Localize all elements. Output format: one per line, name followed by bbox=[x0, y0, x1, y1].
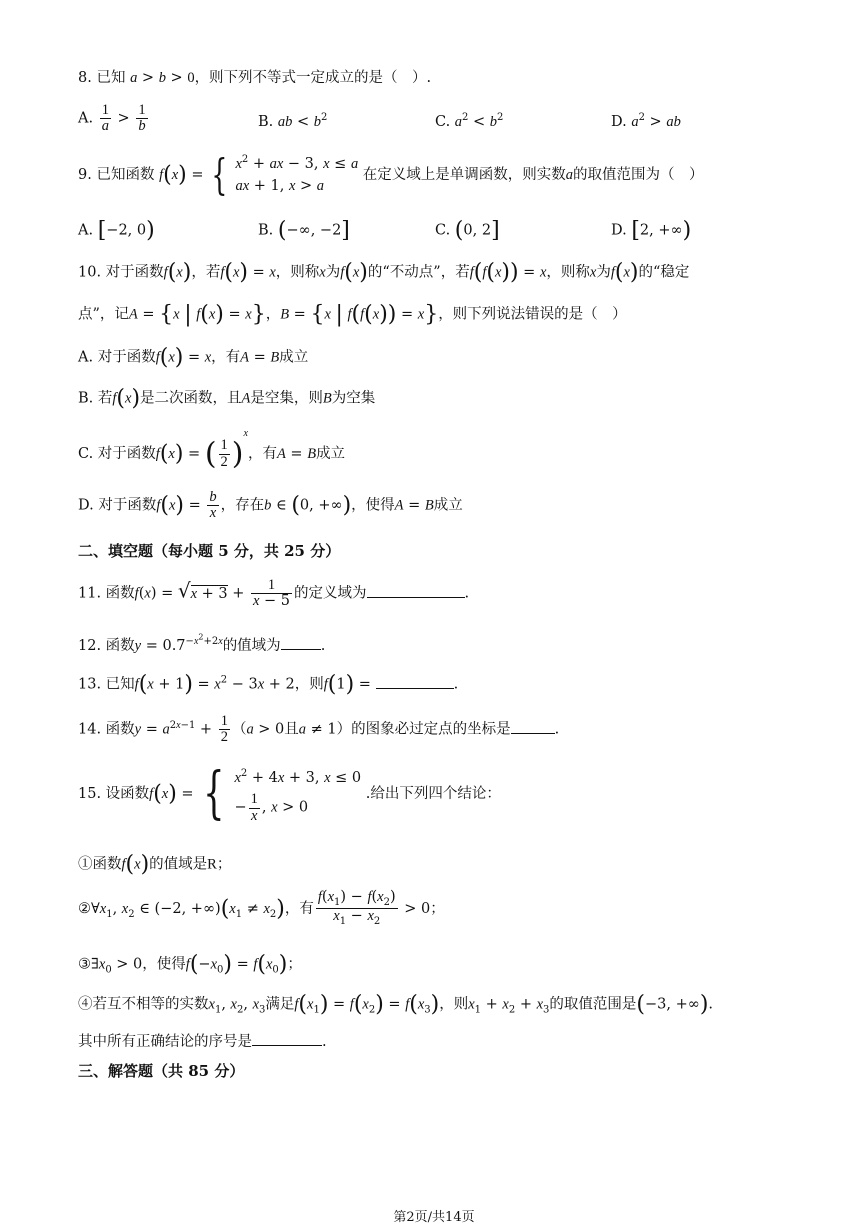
q15-final-line: 其中所有正确结论的序号是 . bbox=[78, 1034, 327, 1050]
q15-statement-2: $②\forall x_1$, $x_2$ ∈ (−2, $+\infty)(x_1 \ne x_2)$，有 $\frac{f(x_1) - f(x_2)}{x_1 - x_2}$ > 0； bbox=[78, 889, 445, 928]
q11: 11. 函数f(x) = √x + 3 + $\frac{1}{x - 5}$ 的定义域为 . bbox=[78, 577, 470, 610]
q8-option-b: B. ab < $b^2$ bbox=[258, 112, 328, 130]
q10-option-b: B. 若f(x)是二次函数，且A是空集，则B为空集 bbox=[78, 386, 376, 411]
section-3-heading: 三、解答题（共 85 分） bbox=[78, 1062, 245, 1080]
page-footer: 第2页/共14页 bbox=[393, 1210, 475, 1225]
section-2-heading: 二、填空题（每小题 5 分，共 25 分） bbox=[78, 542, 341, 560]
q9-option-c: C. (0, 2] bbox=[435, 218, 500, 243]
q9-option-d: D. [2, +∞) bbox=[611, 218, 692, 243]
q15-statement-3: $③\exists x_0 > 0$，使得$f(-x_0) = f(x_0)$； bbox=[78, 952, 302, 977]
q13: 13. 已知$f(x + 1) = x^2 - 3x + 2$，则f(1) = . bbox=[78, 672, 459, 697]
q15-stem: 15. 设函数f(x) = { $x^2 + 4x + 3$, x ≤ 0 − $\frac{1}{x}$ , x > 0 .给出下列四个结论： bbox=[78, 760, 501, 826]
q9-stem: 9. 已知函数 f(x) = { $x^2$ + ax − 3, x ≤ a ax + 1, x > a 在定义域上是单调函数，则实数a的取值范围为（ ） bbox=[78, 149, 704, 199]
q12: 12. 函数$y = 0.7^{-x^2+2x}$的值域为 . bbox=[78, 633, 326, 655]
q8-stem: 8. 已知 a > b > 0，则下列不等式一定成立的是（ ）. bbox=[78, 70, 432, 86]
q14: 14. 函数$y = a^{2x-1}$ + $\frac{1}{2}$ （a > 0且a ≠ 1）的图象必过定点的坐标是 . bbox=[78, 713, 560, 746]
q8-option-a: A. $\frac{1}{a}$ > $\frac{1}{b}$ bbox=[78, 102, 146, 135]
q15-statement-1: ①函数f(x)的值域是R； bbox=[78, 852, 232, 877]
q10-option-a: A. 对于函数f(x) = x，有A = B成立 bbox=[78, 345, 309, 370]
q10-stem-line2: 点”，记A = {x | f(x) = x}，B = {x | f(f(x)) = x}，则下列说法错误的是（ ） bbox=[78, 302, 627, 327]
q9-option-a: A. [−2, 0) bbox=[78, 218, 155, 243]
q10-option-d: D. 对于函数f(x) = $\frac{b}{x}$ ，存在b ∈ (0, +∞)，使得A = B成立 bbox=[78, 489, 463, 522]
q9-option-b: B. (−∞, −2] bbox=[258, 218, 350, 243]
q8-option-c: C. $a^2 < b^2$ bbox=[435, 112, 504, 130]
q10-option-c: C. 对于函数f(x) = ( $\frac{1}{2}$ )$^x$，有A = B成立 bbox=[78, 428, 346, 472]
q8-option-d: D. $a^2$ > ab bbox=[611, 112, 681, 130]
q15-statement-4: ④若互不相等的实数$x_1$, $x_2$, $x_3$满足$f(x_1) = f(x_2) = f(x_3)$，则$x_1 + x_2 + x_3$的取值范围是(−3, +∞). bbox=[78, 992, 714, 1017]
q10-stem-line1: 10. 对于函数f(x)，若f(x) = x，则称x为f(x)的“不动点”，若f(f(x)) = x，则称x为f(x)的“稳定 bbox=[78, 260, 690, 285]
